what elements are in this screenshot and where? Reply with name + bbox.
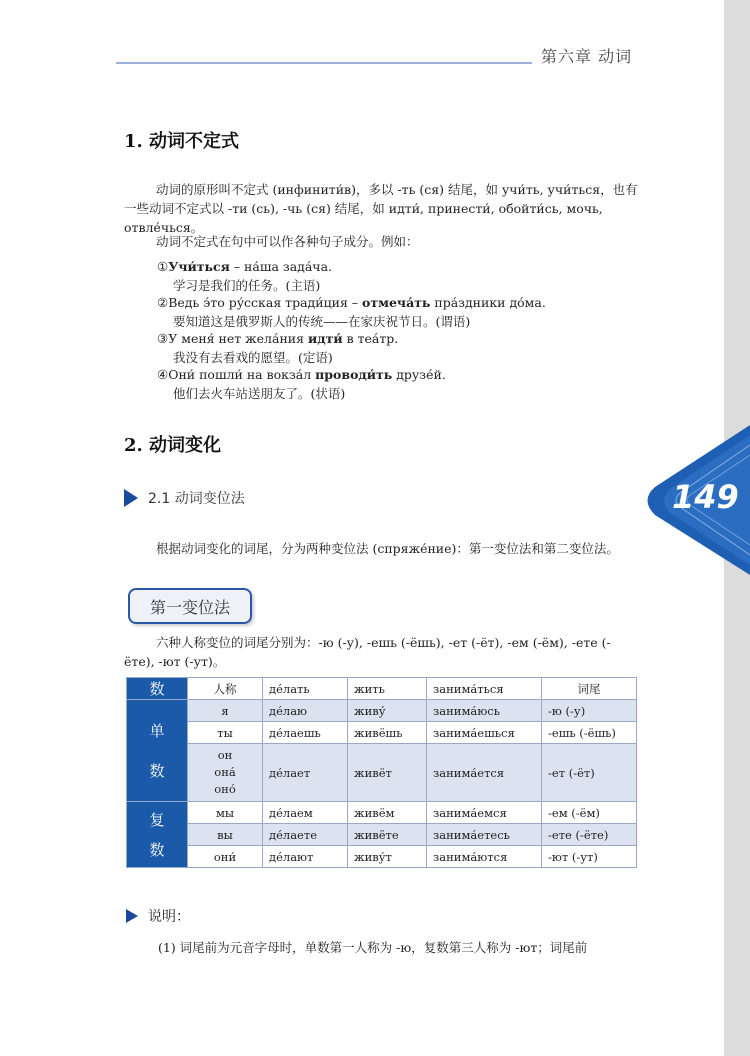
table-cell: он она́ оно́ [188,744,263,802]
table-cell: занима́ется [427,744,542,802]
table-header-cell: 人称 [188,678,263,700]
table-cell: де́лаете [263,824,348,846]
table-cell: -ет (-ёт) [542,744,637,802]
table-cell: живёте [348,824,427,846]
table-row [127,722,637,744]
triangle-bullet-icon [124,489,138,507]
conjugation-table [126,677,637,868]
table-header-cell: 词尾 [542,678,637,700]
example-4 [157,365,446,403]
table-header-row [127,678,637,700]
table-header-cell: жить [348,678,427,700]
table-cell: они́ [188,846,263,868]
table-cell: -ешь (-ёшь) [542,722,637,744]
table-row [127,744,637,802]
section-1-title: 1. 动词不定式 [124,131,240,152]
header-rule [116,62,532,64]
table-cell: -ем (-ём) [542,802,637,824]
section-2-title: 2. 动词变化 [124,435,222,456]
example-4-ru: ④Они́ пошли́ на вокза́л проводи́ть друзе́й. [157,367,446,382]
chapter-title: 第六章 动词 [541,47,633,66]
table-cell: вы [188,824,263,846]
table-cell: занима́ются [427,846,542,868]
table-cell: де́лаю [263,700,348,722]
note-heading [126,906,190,926]
note-title: 说明： [148,909,190,925]
note-line-1: (1) 词尾前为元音字母时，单数第一人称为 -ю，复数第三人称为 -ют；词尾前 [158,940,588,955]
example-2 [157,293,546,331]
endings-paragraph: 六种人称变位的词尾分别为：-ю (-у), -ешь (-ёшь), -ет (-ёт), -ем (-ём), -ете (-ёте), -ют (-ут)。 [124,635,611,669]
table-cell: живу́ [348,700,427,722]
table-cell: живёт [348,744,427,802]
table-cell: де́лают [263,846,348,868]
table-cell: занима́етесь [427,824,542,846]
example-4-zh: 他们去火车站送朋友了。(状语) [173,386,346,401]
table-cell: -ют (-ут) [542,846,637,868]
example-3 [157,329,398,367]
table-cell: занима́емся [427,802,542,824]
table-cell: -ю (-у) [542,700,637,722]
example-2-ru: ②Ведь э́то ру́сская тради́ция – отмеча́ть пра́здники до́ма. [157,295,546,310]
table-header-cell: занима́ться [427,678,542,700]
example-1-zh: 学习是我们的任务。(主语) [173,278,321,293]
first-conjugation-label: 第一变位法 [128,588,252,624]
table-cell: мы [188,802,263,824]
example-2-zh: 要知道这是俄罗斯人的传统——在家庆祝节日。(谓语) [173,314,471,329]
example-1-ru: ①Учи́ться – на́ша зада́ча. [157,259,332,274]
section-1-intro: 动词的原形叫不定式 (инфинити́в)，多以 -ть (ся) 结尾，如 учи́ть, учи́ться，也有一些动词不定式以 -ти (сь), -чь (ся) 结尾，如 идти́, принести́, обойти́сь, мочь, отвле́чься。 [124,182,638,235]
table-cell: я [188,700,263,722]
plural-label: 复 数 [127,802,188,868]
table-cell: живёшь [348,722,427,744]
section-1-example-intro: 动词不定式在句中可以作各种句子成分。例如： [156,234,419,249]
table-header-cell: 数 [127,678,188,700]
triangle-bullet-icon [126,909,138,923]
table-cell: живём [348,802,427,824]
subsection-title: 2.1 动词变位法 [148,491,245,507]
table-cell: занима́ешься [427,722,542,744]
example-1 [157,257,332,295]
singular-label: 单 数 [127,700,188,802]
table-header-cell: де́лать [263,678,348,700]
table-row [127,824,637,846]
table-cell: -ете (-ёте) [542,824,637,846]
subsection-2-1 [124,487,245,509]
table-cell: занима́юсь [427,700,542,722]
table-cell: де́лает [263,744,348,802]
table-cell: де́лаем [263,802,348,824]
page-number: 149 [672,478,739,516]
table-cell: де́лаешь [263,722,348,744]
table-row [127,846,637,868]
table-row [127,700,637,722]
section-2-intro: 根据动词变化的词尾，分为两种变位法 (спряже́ние)：第一变位法和第二变位法。 [156,541,619,556]
example-3-ru: ③У меня́ нет жела́ния идти́ в теа́тр. [157,331,399,346]
table-row [127,802,637,824]
table-cell: ты [188,722,263,744]
example-3-zh: 我没有去看戏的愿望。(定语) [173,350,333,365]
table-cell: живу́т [348,846,427,868]
